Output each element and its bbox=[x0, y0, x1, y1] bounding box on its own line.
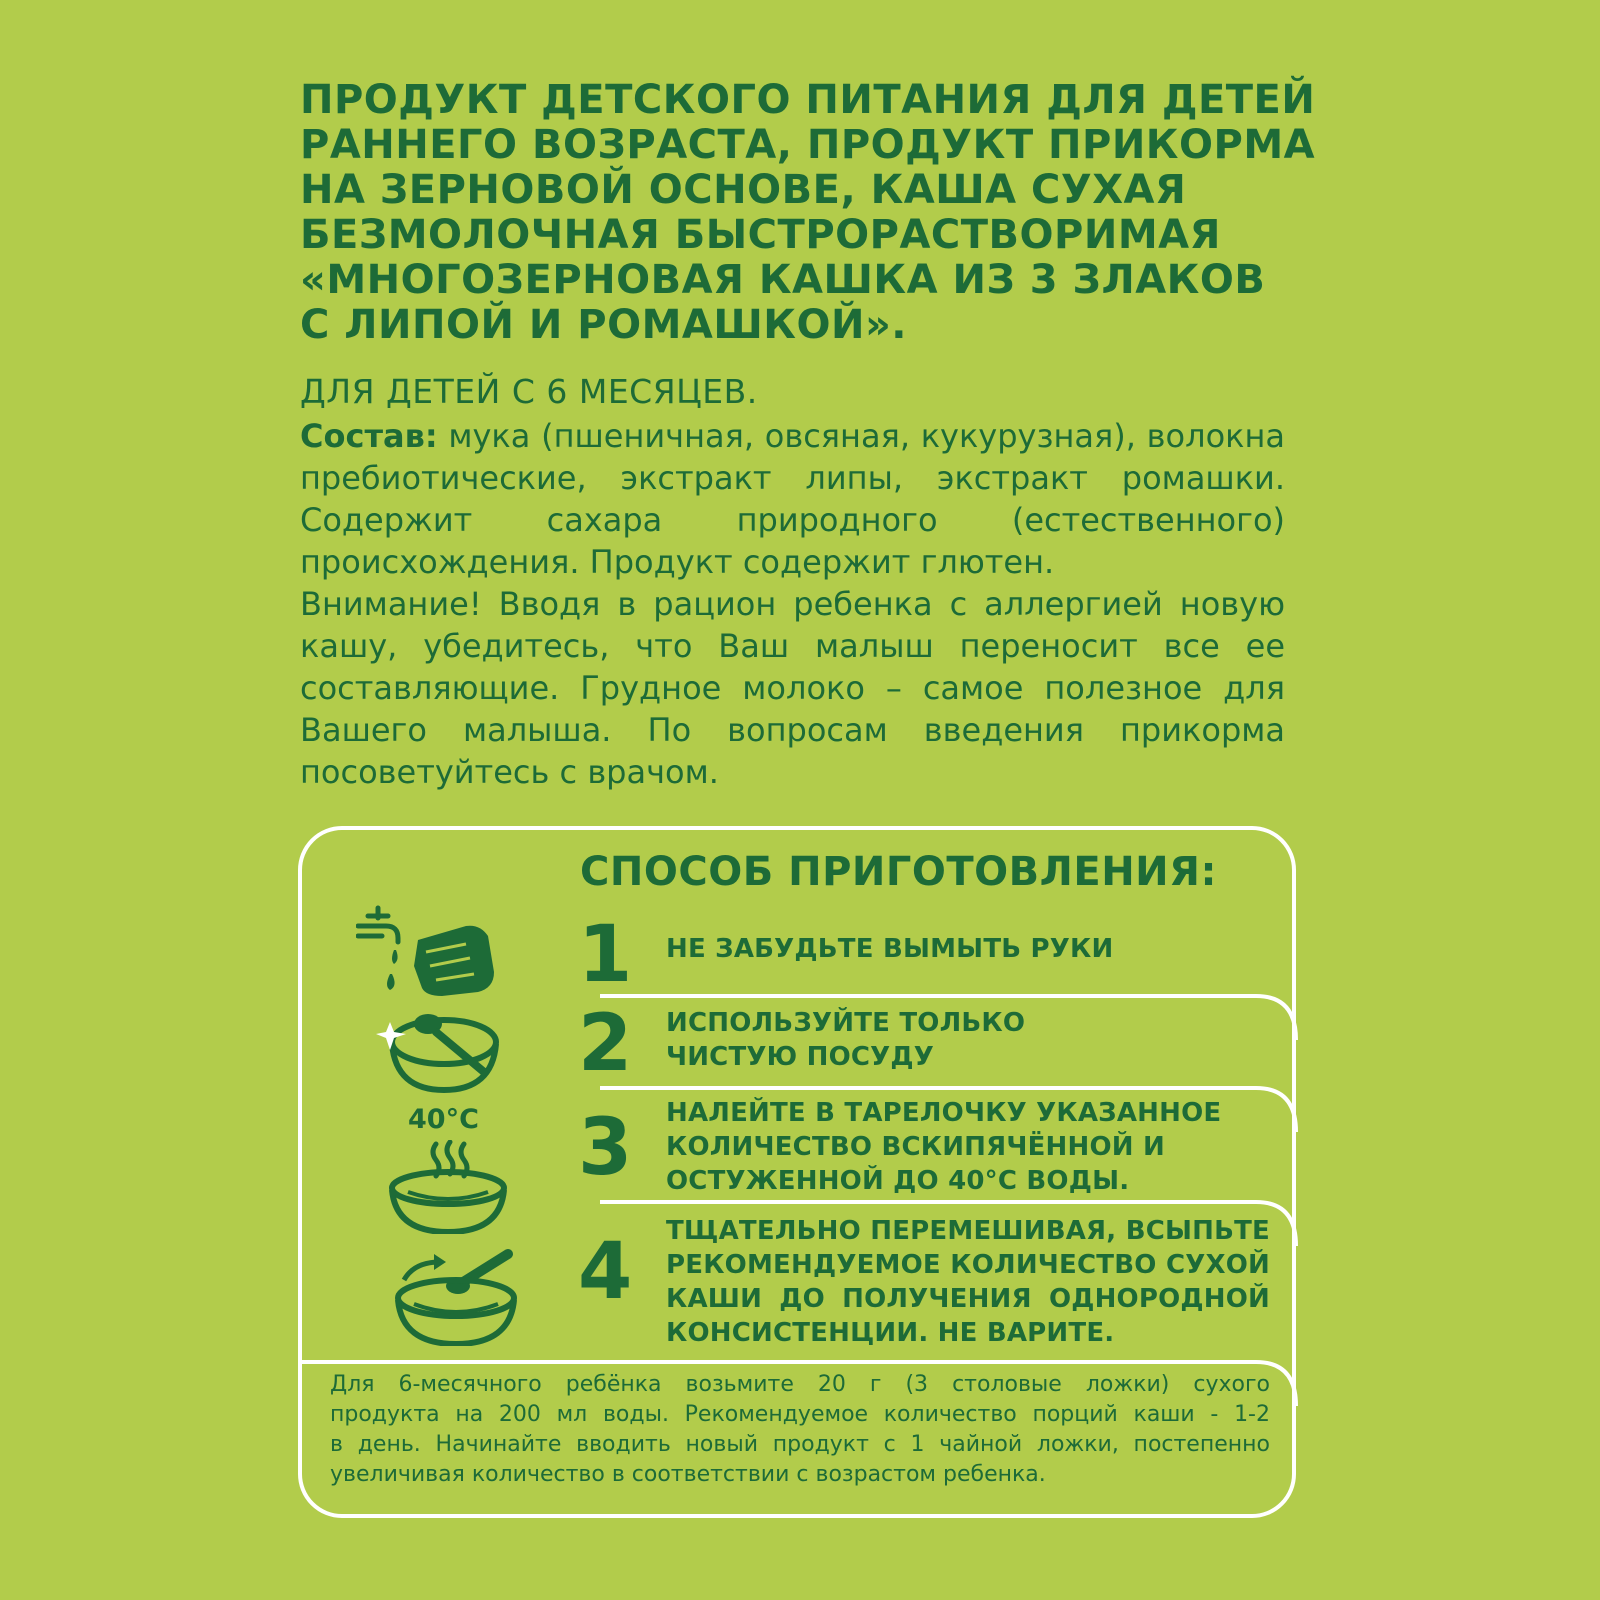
step-number-3: 3 bbox=[578, 1103, 633, 1193]
composition-label: Состав: bbox=[300, 417, 438, 455]
title-line: ПРОДУКТ ДЕТСКОГО ПИТАНИЯ ДЛЯ ДЕТЕЙ bbox=[300, 77, 1316, 123]
step-line: ТЩАТЕЛЬНО ПЕРЕМЕШИВАЯ, ВСЫПЬТЕ bbox=[666, 1216, 1270, 1246]
step-text-2 bbox=[666, 1006, 1025, 1074]
title-line: РАННЕГО ВОЗРАСТА, ПРОДУКТ ПРИКОРМА bbox=[300, 122, 1316, 168]
step-line: ИСПОЛЬЗУЙТЕ ТОЛЬКО bbox=[666, 1008, 1026, 1038]
warning-paragraph: Внимание! Вводя в рацион ребенка с аллергией новую кашу, убедитесь, что Ваш малыш переносит все ее составляющие. Грудное молоко – самое полезное для Вашего малыша. По вопросам введения прикорма посоветуйтесь с врачом. bbox=[300, 585, 1285, 791]
step-line: НАЛЕЙТЕ В ТАРЕЛОЧКУ УКАЗАННОЕ bbox=[666, 1098, 1222, 1128]
warm-water-bowl-icon bbox=[386, 1140, 510, 1234]
note-line: в день. Начинайте вводить новый продукт с 1 чайной ложки, постепенно bbox=[330, 1432, 1270, 1457]
step-line: ЧИСТУЮ ПОСУДУ bbox=[666, 1042, 934, 1072]
step-line: КОЛИЧЕСТВО ВСКИПЯЧЁННОЙ И bbox=[666, 1132, 1165, 1162]
step-line: ОСТУЖЕННОЙ ДО 40°С ВОДЫ. bbox=[666, 1166, 1130, 1196]
step-line: НЕ ЗАБУДЬТЕ ВЫМЫТЬ РУКИ bbox=[666, 934, 1114, 964]
title-line: С ЛИПОЙ И РОМАШКОЙ». bbox=[300, 302, 907, 348]
composition-block bbox=[300, 415, 1285, 793]
clean-bowl-icon bbox=[372, 1004, 506, 1096]
title-line: БЕЗМОЛОЧНАЯ БЫСТРОРАСТВОРИМАЯ bbox=[300, 212, 1221, 258]
age-recommendation: ДЛЯ ДЕТЕЙ С 6 МЕСЯЦЕВ. bbox=[300, 372, 758, 411]
stir-bowl-icon bbox=[390, 1240, 526, 1346]
composition-paragraph bbox=[300, 415, 1285, 583]
title-line: «МНОГОЗЕРНОВАЯ КАШКА ИЗ 3 ЗЛАКОВ bbox=[300, 257, 1266, 303]
step-text-1 bbox=[666, 932, 1113, 966]
step-number-4: 4 bbox=[578, 1227, 633, 1317]
title-line: НА ЗЕРНОВОЙ ОСНОВЕ, КАША СУХАЯ bbox=[300, 167, 1187, 213]
step-number-2: 2 bbox=[578, 999, 633, 1089]
wash-hands-icon bbox=[356, 896, 500, 1000]
composition-text: мука (пшеничная, овсяная, кукурузная), волокна пребиотические, экстракт липы, экстракт ромашки. Содержит сахара природного (естественного) происхождения. Продукт содержит глютен. bbox=[300, 417, 1285, 581]
step-number-1: 1 bbox=[578, 910, 633, 1000]
product-title bbox=[300, 77, 1316, 348]
dosage-note bbox=[330, 1370, 1270, 1490]
preparation-title: СПОСОБ ПРИГОТОВЛЕНИЯ: bbox=[580, 849, 1217, 895]
step-text-4 bbox=[666, 1214, 1270, 1350]
step-line: РЕКОМЕНДУЕМОЕ КОЛИЧЕСТВО СУХОЙ bbox=[666, 1250, 1270, 1280]
step-line: КОНСИСТЕНЦИИ. НЕ ВАРИТЕ. bbox=[666, 1318, 1115, 1348]
step-text-3 bbox=[666, 1096, 1221, 1198]
step-line: КАШИ ДО ПОЛУЧЕНИЯ ОДНОРОДНОЙ bbox=[666, 1284, 1270, 1314]
note-line: Для 6-месячного ребёнка возьмите 20 г (3 столовые ложки) сухого bbox=[330, 1372, 1270, 1397]
note-line: увеличивая количество в соответствии с возрастом ребенка. bbox=[330, 1462, 1046, 1487]
temperature-label: 40°C bbox=[408, 1104, 479, 1135]
note-line: продукта на 200 мл воды. Рекомендуемое количество порций каши - 1-2 bbox=[330, 1402, 1270, 1427]
